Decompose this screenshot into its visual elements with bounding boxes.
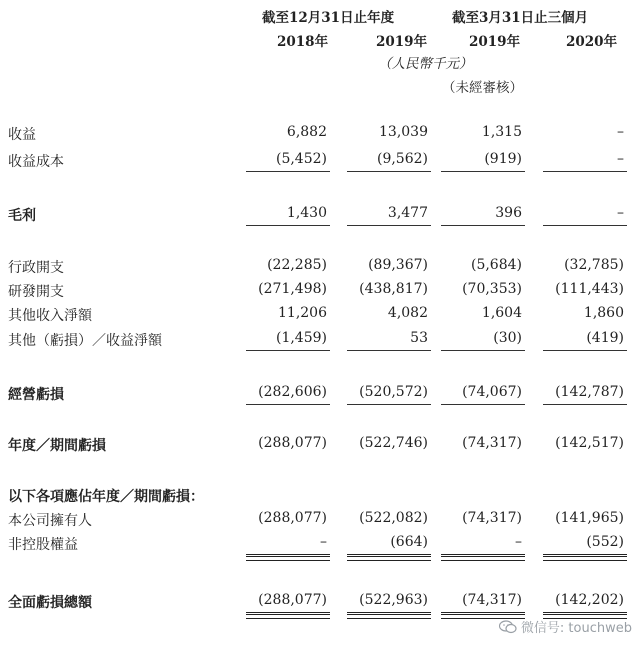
cell: (141,965): [555, 510, 624, 526]
cell: –: [617, 205, 624, 221]
row-label-admin-expenses: 行政開支: [8, 260, 64, 276]
total-double-rule: [246, 554, 330, 561]
cell: (74,317): [462, 592, 522, 608]
total-double-rule: [441, 554, 525, 561]
subtotal-rule: [347, 404, 431, 405]
row-label-cost-of-revenue: 收益成本: [8, 154, 64, 170]
cell: –: [515, 534, 522, 550]
row-label-rnd-expenses: 研發開支: [8, 284, 64, 300]
row-label-owners: 本公司擁有人: [8, 513, 92, 529]
cell: (664): [390, 534, 428, 550]
wechat-icon: [499, 620, 517, 634]
row-label-period-loss: 年度／期間虧損: [8, 438, 106, 454]
subtotal-rule: [246, 404, 330, 405]
total-double-rule: [347, 612, 431, 619]
cell: –: [617, 151, 624, 167]
cell: 11,206: [278, 305, 327, 321]
cell: (142,202): [555, 592, 624, 608]
cell: (552): [586, 534, 624, 550]
cell: 13,039: [379, 124, 428, 140]
subtotal-rule: [347, 350, 431, 351]
cell: (282,606): [258, 384, 327, 400]
cell: (5,684): [470, 257, 522, 273]
watermark: [499, 617, 632, 636]
header-unaudited: （未經審核）: [442, 80, 523, 96]
cell: (288,077): [258, 510, 327, 526]
cell: 6,882: [286, 124, 327, 140]
cell: (74,067): [462, 384, 522, 400]
cell: (271,498): [258, 281, 327, 297]
row-label-gross-profit: 毛利: [8, 208, 36, 224]
cell: (32,785): [564, 257, 624, 273]
cell: (30): [493, 330, 522, 346]
subtotal-rule: [441, 225, 525, 226]
header-year-2020: 2020年: [566, 34, 618, 50]
row-label-non-controlling: 非控股權益: [8, 537, 78, 553]
subtotal-rule: [441, 171, 525, 172]
subtotal-rule: [543, 404, 627, 405]
cell: –: [320, 534, 327, 550]
subtotal-rule: [347, 171, 431, 172]
cell: 3,477: [387, 205, 428, 221]
cell: (438,817): [359, 281, 428, 297]
header-year-2019: 2019年: [376, 34, 428, 50]
cell: (522,082): [359, 510, 428, 526]
cell: 1,860: [583, 305, 624, 321]
subtotal-rule: [347, 225, 431, 226]
header-year-2019-q: 2019年: [469, 34, 521, 50]
total-double-rule: [347, 554, 431, 561]
subtotal-rule: [246, 171, 330, 172]
cell: (288,077): [258, 592, 327, 608]
header-unit: （人民幣千元）: [378, 56, 473, 72]
subtotal-rule: [543, 350, 627, 351]
subtotal-rule: [441, 404, 525, 405]
cell: 1,604: [481, 305, 522, 321]
cell: (919): [484, 151, 522, 167]
cell: 4,082: [387, 305, 428, 321]
cell: (1,459): [275, 330, 327, 346]
cell: (70,353): [462, 281, 522, 297]
subtotal-rule: [246, 350, 330, 351]
cell: 396: [495, 205, 522, 221]
cell: 1,430: [286, 205, 327, 221]
cell: (142,517): [555, 435, 624, 451]
watermark-text: 微信号: touchweb: [520, 621, 632, 636]
header-group-quarter: 截至3月31日止三個月: [452, 10, 589, 26]
cell: 53: [410, 330, 428, 346]
row-label-other-loss-gain: 其他（虧損）／收益淨額: [8, 333, 162, 349]
cell: 1,315: [481, 124, 522, 140]
cell: (522,963): [359, 592, 428, 608]
subtotal-rule: [246, 225, 330, 226]
cell: –: [617, 124, 624, 140]
total-double-rule: [246, 612, 330, 619]
cell: (74,317): [462, 510, 522, 526]
header-year-2018: 2018年: [277, 34, 329, 50]
subtotal-rule: [543, 225, 627, 226]
cell: (111,443): [555, 281, 624, 297]
subtotal-rule: [441, 350, 525, 351]
row-label-total-comprehensive-loss: 全面虧損總額: [8, 595, 92, 611]
subtotal-rule: [543, 171, 627, 172]
cell: (288,077): [258, 435, 327, 451]
cell: (22,285): [267, 257, 327, 273]
cell: (142,787): [555, 384, 624, 400]
cell: (520,572): [359, 384, 428, 400]
row-label-other-income: 其他收入淨額: [8, 308, 92, 324]
cell: (522,746): [359, 435, 428, 451]
cell: (89,367): [368, 257, 428, 273]
row-label-attributable-heading: 以下各項應佔年度／期間虧損：: [8, 489, 204, 505]
header-group-annual: 截至12月31日止年度: [262, 10, 395, 26]
cell: (419): [586, 330, 624, 346]
row-label-revenue: 收益: [8, 127, 36, 143]
total-double-rule: [543, 554, 627, 561]
cell: (5,452): [275, 151, 327, 167]
cell: (9,562): [376, 151, 428, 167]
row-label-operating-loss: 經營虧損: [8, 387, 64, 403]
cell: (74,317): [462, 435, 522, 451]
